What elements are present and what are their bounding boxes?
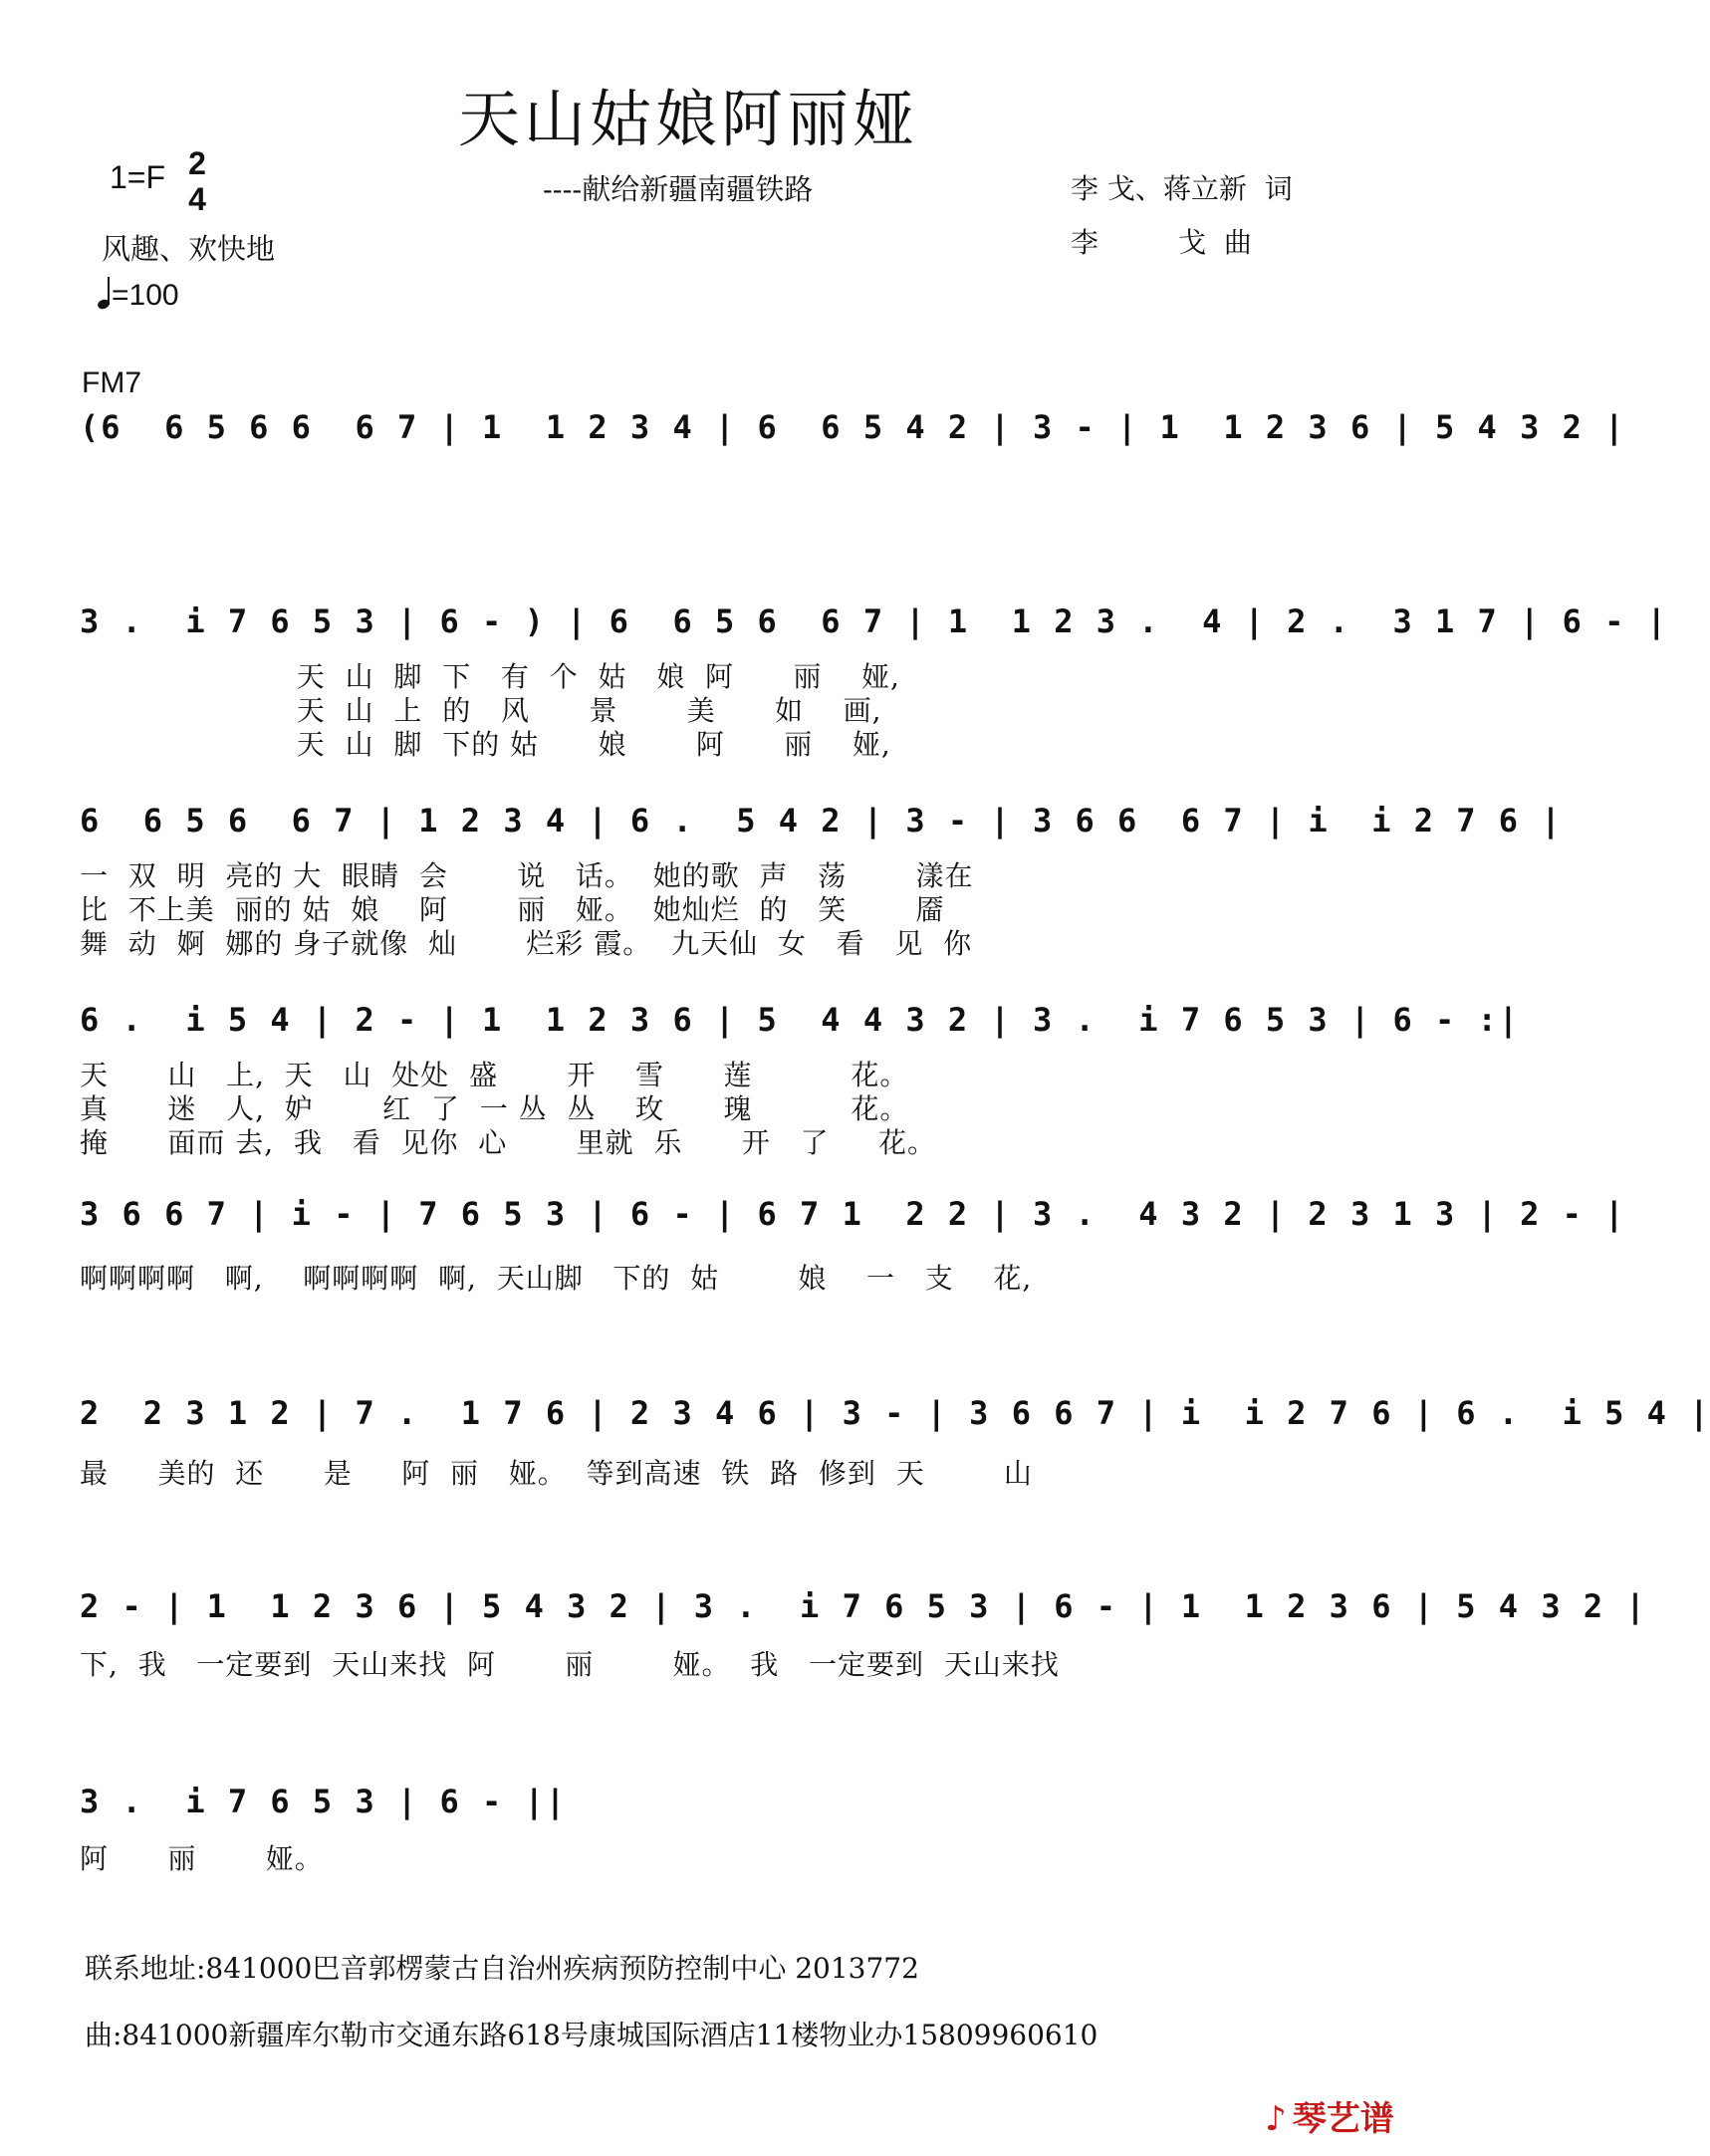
lyric-line: 下, 我 一定要到 天山来找 阿 丽 娅。 我 一定要到 天山来找 bbox=[80, 1648, 1060, 1681]
lyric-line: 掩 面而 去, 我 看 见你 心 里就 乐 开 了 花。 bbox=[80, 1126, 937, 1159]
score-system-7: 2 - | 1 1 2 3 6 | 5 4 3 2 | 3 . i 7 6 5 3 | 6 - | 1 1 2 3 6 | 5 4 3 2 | bbox=[80, 1587, 1647, 1625]
composer-credit: 李 戈 曲 bbox=[1071, 226, 1252, 259]
lyric-line: 天 山 脚 下 有 个 姑 娘 阿 丽 娅, bbox=[80, 660, 900, 693]
subtitle: ----献给新疆南疆铁路 bbox=[543, 172, 814, 206]
score-system-1: (6 6 5 6 6 6 7 | 1 1 2 3 4 | 6 6 5 4 2 | 3 - | 1 1 2 3 6 | 5 4 3 2 | bbox=[80, 408, 1626, 446]
score-title: 天山姑娘阿丽娅 bbox=[458, 83, 919, 155]
composer-address: 曲:841000新疆库尔勒市交通东路618号康城国际酒店11楼物业办15809960610 bbox=[85, 2019, 1099, 2051]
score-system-5: 3 6 6 7 | i - | 7 6 5 3 | 6 - | 6 7 1 2 2 | 3 . 4 3 2 | 2 3 1 3 | 2 - | bbox=[80, 1195, 1626, 1233]
score-system-8: 3 . i 7 6 5 3 | 6 - || bbox=[80, 1783, 568, 1820]
lyricist-credit: 李 戈、蒋立新 词 bbox=[1071, 172, 1293, 205]
time-signature-bottom: 4 bbox=[188, 181, 206, 217]
quarter-note-icon bbox=[98, 277, 112, 309]
lyric-line: 舞 动 婀 娜的 身子就像 灿 烂彩 霞。 九天仙 女 看 见 你 bbox=[80, 927, 973, 960]
lyric-line: 一 双 明 亮的 大 眼睛 会 说 话。 她的歌 声 荡 漾在 bbox=[80, 859, 974, 892]
lyric-line: 最 美的 还 是 阿 丽 娅。 等到高速 铁 路 修到 天 山 bbox=[80, 1457, 1033, 1490]
tempo-marking bbox=[98, 277, 179, 313]
piano-logo-icon: ♪ bbox=[1265, 2099, 1287, 2139]
logo-text: 琴艺谱 bbox=[1292, 2099, 1394, 2139]
time-signature bbox=[182, 145, 212, 217]
lyric-line: 天 山 上, 天 山 处处 盛 开 雪 莲 花。 bbox=[80, 1059, 909, 1091]
score-system-3: 6 6 5 6 6 7 | 1 2 3 4 | 6 . 5 4 2 | 3 - | 3 6 6 6 7 | i i 2 7 6 | bbox=[80, 802, 1563, 839]
lyric-line: 比 不上美 丽的 姑 娘 阿 丽 娅。 她灿烂 的 笑 靥 bbox=[80, 893, 945, 926]
contact-address: 联系地址:841000巴音郭楞蒙古自治州疾病预防控制中心 2013772 bbox=[85, 1952, 919, 1985]
lyric-line: 天 山 上 的 风 景 美 如 画, bbox=[80, 694, 882, 727]
time-signature-top: 2 bbox=[188, 145, 206, 181]
lyric-line: 啊啊啊啊 啊, 啊啊啊啊 啊, 天山脚 下的 姑 娘 一 支 花, bbox=[80, 1262, 1033, 1295]
key-signature: 1=F bbox=[110, 159, 166, 195]
lyric-line: 阿 丽 娅。 bbox=[80, 1842, 324, 1875]
chord-symbol: FM7 bbox=[82, 366, 141, 399]
lyric-line: 真 迷 人, 妒 红 了 一 丛 丛 玫 瑰 花。 bbox=[80, 1092, 909, 1125]
tempo-expression: 风趣、欢快地 bbox=[102, 232, 276, 266]
score-system-2: 3 . i 7 6 5 3 | 6 - ) | 6 6 5 6 6 7 | 1 1 2 3 . 4 | 2 . 3 1 7 | 6 - | bbox=[80, 602, 1668, 640]
score-system-4: 6 . i 5 4 | 2 - | 1 1 2 3 6 | 5 4 4 3 2 | 3 . i 7 6 5 3 | 6 - :| bbox=[80, 1001, 1521, 1039]
lyric-line: 天 山 脚 下的 姑 娘 阿 丽 娅, bbox=[80, 728, 891, 761]
site-logo bbox=[1265, 2091, 1394, 2140]
score-system-6: 2 2 3 1 2 | 7 . 1 7 6 | 2 3 4 6 | 3 - | 3 6 6 7 | i i 2 7 6 | 6 . i 5 4 | bbox=[80, 1394, 1710, 1432]
tempo-value: =100 bbox=[112, 279, 179, 312]
